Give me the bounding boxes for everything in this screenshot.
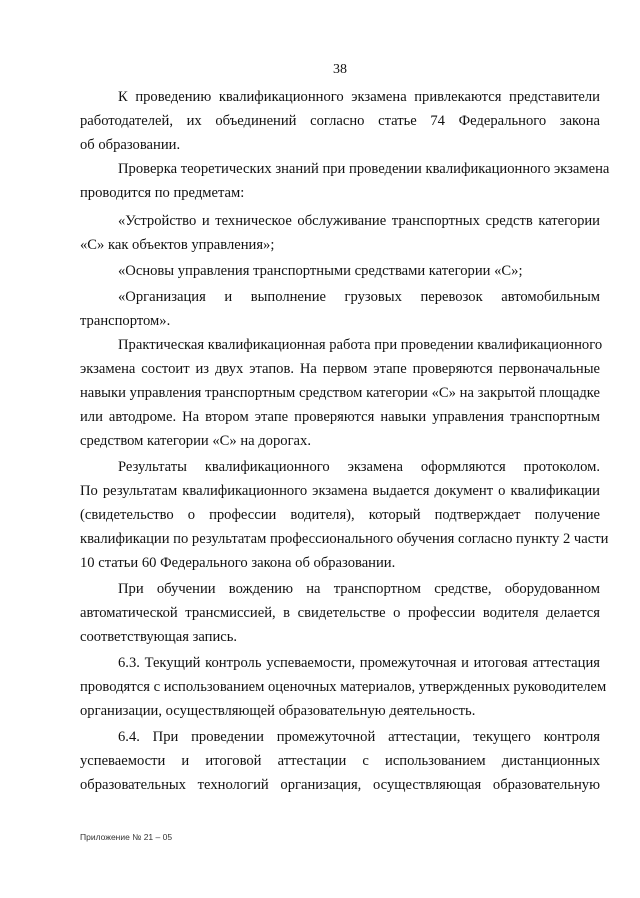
page-number: 38 [333,62,347,77]
text-line: проводится по предметам: [80,185,245,201]
text-line: По результатам квалификационного экзамена выдается документ о квалификации [80,483,600,499]
text-line: Результаты квалификационного экзамена оформляются протоколом. [118,459,600,475]
text-line: 6.4. При проведении промежуточной аттестации, текущего контроля [118,729,600,745]
text-line: Практическая квалификационная работа при проведении квалификационного [118,337,603,353]
text-line: проводятся с использованием оценочных материалов, утвержденных руководителем [80,679,607,695]
text-line: «Устройство и техническое обслуживание транспортных средств категории [118,213,600,229]
text-line: 10 статьи 60 Федерального закона об образовании. [80,555,396,571]
text-line: 6.3. Текущий контроль успеваемости, промежуточная и итоговая аттестация [118,655,600,671]
text-line: К проведению квалификационного экзамена привлекаются представители [118,89,600,105]
text-line: навыки управления транспортным средством категории «С» на закрытой площадке [80,385,600,401]
text-line: «Организация и выполнение грузовых перевозок автомобильным [118,289,600,305]
text-line: образовательных технологий организация, осуществляющая образовательную [80,777,600,793]
text-line: «Основы управления транспортными средствами категории «С»; [118,263,523,279]
text-line: автоматической трансмиссией, в свидетельстве о профессии водителя делается [80,605,600,621]
page-footer: Приложение № 21 – 05 [80,832,173,842]
text-line: работодателей, их объединений согласно статье 74 Федерального закона [80,113,600,129]
text-line: «С» как объектов управления»; [80,237,275,253]
text-line: квалификации по результатам профессионального обучения согласно пункту 2 части [80,531,609,547]
text-line: Проверка теоретических знаний при проведении квалификационного экзамена [118,161,610,177]
text-line: (свидетельство о профессии водителя), который подтверждает получение [80,507,600,523]
text-line: При обучении вождению на транспортном средстве, оборудованном [118,581,600,597]
text-line: средством категории «С» на дорогах. [80,433,311,449]
text-line: успеваемости и итоговой аттестации с использованием дистанционных [80,753,600,769]
text-line: организации, осуществляющей образовательную деятельность. [80,703,476,719]
text-line: транспортом». [80,313,171,329]
text-line: или автодроме. На втором этапе проверяются навыки управления транспортным [80,409,600,425]
text-line: экзамена состоит из двух этапов. На первом этапе проверяются первоначальные [80,361,600,377]
text-line: об образовании. [80,137,181,153]
text-line: соответствующая запись. [80,629,238,645]
